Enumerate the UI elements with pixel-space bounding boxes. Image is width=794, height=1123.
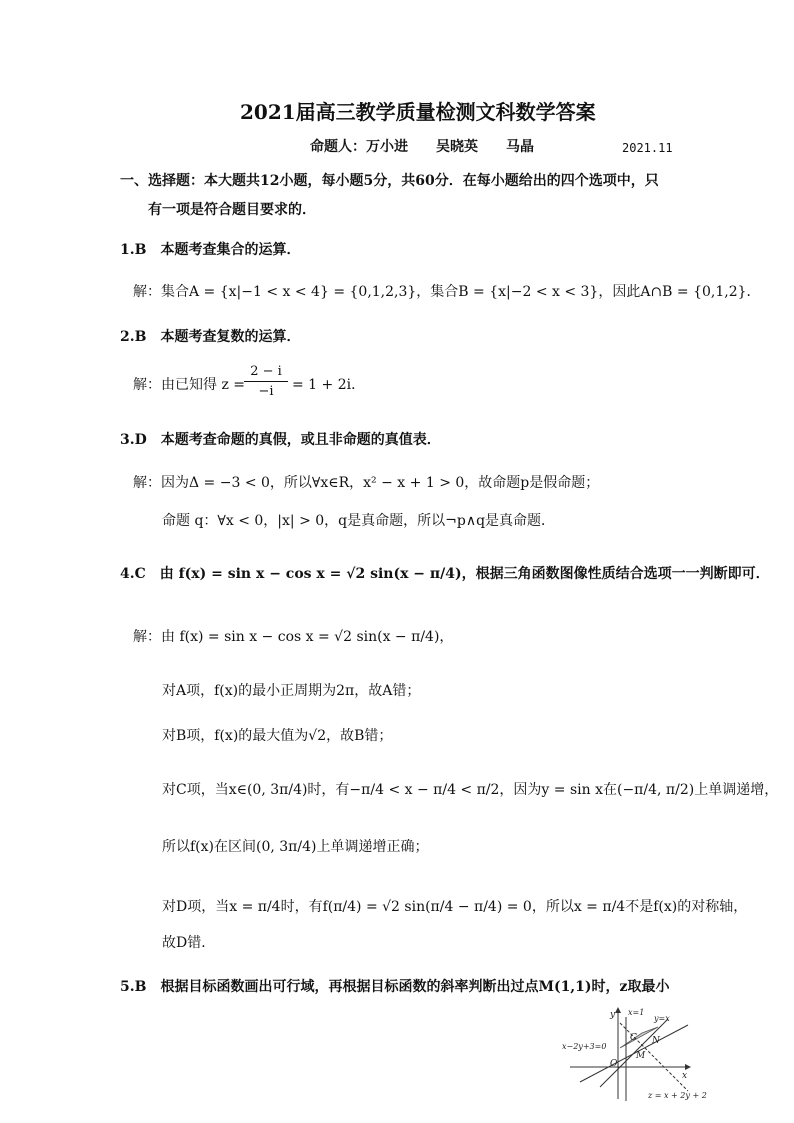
q3-solution-line1: 解：因为Δ = −3 < 0，所以∀x∈R，x² − x + 1 > 0，故命题p是假命题； <box>133 475 600 491</box>
date: 2021.11 <box>622 141 673 155</box>
label-M: M <box>636 1051 646 1061</box>
label-z: z = x + 2y + 2 <box>648 1091 707 1100</box>
q1-solution: 解：集合A = {x|−1 < x < 4} = {0,1,2,3}，集合B = {x|−2 < x < 3}，因此A∩B = {0,1,2}． <box>133 284 761 300</box>
feasible-region-figure <box>560 1003 710 1103</box>
q2-solution-prefix: 解：由已知得 z = <box>133 377 246 393</box>
q4-option-c-line1: 对C项，当x∈(0, 3π/4)时，有−π/4 < x − π/4 < π/2，因为y = sin x在(−π/4, π/2)上单调递增， <box>162 782 779 798</box>
figure-geometry <box>570 1007 691 1101</box>
q2-fraction-bar <box>244 381 288 382</box>
y-axis-arrow <box>615 1007 621 1013</box>
label-x: x <box>682 1071 688 1081</box>
q1-heading: 1.B 本题考查集合的运算． <box>120 242 301 258</box>
label-yx: y=x <box>654 1014 670 1023</box>
q4-option-a: 对A项，f(x)的最小正周期为2π，故A错； <box>162 683 421 699</box>
section-heading-line1: 一、选择题：本大题共12小题，每小题5分，共60分．在每小题给出的四个选项中，只 <box>120 173 659 189</box>
label-line: x−2y+3=0 <box>562 1042 607 1051</box>
label-y: y <box>610 1010 616 1020</box>
q4-option-b: 对B项，f(x)的最大值为√2，故B错； <box>162 728 393 744</box>
q4-heading: 4.C 由 f(x) = sin x − cos x = √2 sin(x − π/4)，根据三角函数图像性质结合选项一一判断即可． <box>120 566 770 582</box>
label-C: C <box>630 1033 637 1043</box>
label-O: O <box>610 1059 618 1069</box>
q3-heading: 3.D 本题考查命题的真假，或且非命题的真值表． <box>120 432 441 448</box>
q4-option-c-line2: 所以f(x)在区间(0, 3π/4)上单调递增正确； <box>162 839 429 855</box>
q4-option-d-line1: 对D项，当x = π/4时，有f(π/4) = √2 sin(π/4 − π/4) = 0，所以x = π/4不是f(x)的对称轴， <box>162 899 748 915</box>
q3-solution-line2: 命题 q：∀x < 0，|x| > 0，q是真命题，所以¬p∧q是真命题． <box>162 513 556 529</box>
x-axis-arrow <box>685 1064 691 1070</box>
q2-heading: 2.B 本题考查复数的运算． <box>120 329 301 345</box>
q5-heading: 5.B 根据目标函数画出可行域，再根据目标函数的斜率判断出过点M(1,1)时，z取最小 <box>120 979 670 995</box>
q2-fraction-denominator: −i <box>258 384 274 399</box>
authors: 命题人：万小进 吴晓英 马晶 <box>310 139 534 155</box>
page-title: 2021届高三教学质量检测文科数学答案 <box>240 100 596 124</box>
q4-solution: 解：由 f(x) = sin x − cos x = √2 sin(x − π/4)， <box>133 629 454 645</box>
label-N: N <box>652 1036 660 1046</box>
section-heading-line2: 有一项是符合题目要求的． <box>148 202 316 218</box>
q2-fraction-numerator: 2 − i <box>250 364 282 379</box>
label-x1: x=1 <box>628 1008 645 1017</box>
q2-solution-suffix: = 1 + 2i． <box>292 377 366 393</box>
q4-option-d-line2: 故D错． <box>162 935 216 951</box>
